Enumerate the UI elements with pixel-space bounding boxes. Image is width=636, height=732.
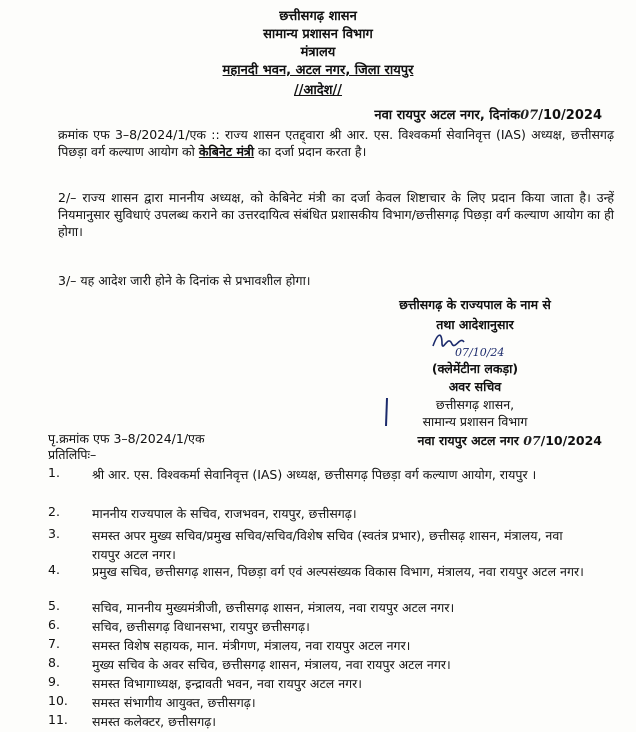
signature-handwritten-date: 07/10/24 [455,346,505,359]
header-department: सामान्य प्रशासन विभाग [263,27,373,42]
header-address: महानदी भवन, अटल नगर, जिला रायपुर [222,63,414,78]
order-date-rest: /10/2024 [538,108,602,123]
header-ministry: मंत्रालय [300,45,336,60]
copy-recipient: समस्त कलेक्टर, छत्तीसगढ़। [92,714,217,729]
endorsement-reference: पृ.क्रमांक एफ 3–8/2024/1/एक [48,431,205,446]
copy-number: 2. [48,504,60,519]
copy-recipient: समस्त विभागाध्यक्ष, इन्द्रावती भवन, नवा रायपुर अटल नगर। [92,676,363,691]
signature-mark [380,396,394,430]
endorsement-date-day: 07 [523,433,541,448]
copy-number: 5. [48,598,60,613]
order-date [374,105,602,123]
order-reference: क्रमांक एफ 3–8/2024/1/एक :: [58,127,220,142]
copy-recipient: प्रमुख सचिव, छत्तीसगढ़ शासन, पिछड़ा वर्ग एवं अल्पसंख्यक विकास विभाग, मंत्रालय, नवा रायपुर अटल नगर। [92,564,584,579]
endorsement-date-prefix: नवा रायपुर अटल नगर [417,433,519,448]
paragraph-3: 3/– यह आदेश जारी होने के दिनांक से प्रभावशील होगा। [58,273,311,288]
paragraph-2: 2/– राज्य शासन द्वारा माननीय अध्यक्ष, को केबिनेट मंत्री का दर्जा केवल शिष्टाचार के लिए प्रदान किया जाता है। उन्हें नियमानुसार सुविधाएं उपलब्ध कराने का उत्तरदायित्व संबंधित प्रशासकीय विभाग/छत्तीसगढ़ पिछड़ा वर्ग कल्याण आयोग का ही होगा। [58,190,614,239]
endorsement-date [418,432,603,449]
copy-recipient: समस्त संभागीय आयुक्त, छत्तीसगढ़। [92,695,256,710]
header-govt: छत्तीसगढ़ शासन [279,9,357,24]
copy-recipient: माननीय राज्यपाल के सचिव, राजभवन, रायपुर, छत्तीसगढ़। [92,506,357,521]
signatory-designation: अवर सचिव [448,379,502,394]
order-date-day: 07 [520,108,539,123]
signatory-name: (क्लेमेंटीना लकड़ा) [431,361,519,376]
copy-number: 6. [48,617,60,632]
copy-heading: प्रतिलिपिः– [48,447,97,462]
copy-recipient: सचिव, छत्तीसगढ़ विधानसभा, रायपुर छत्तीसगढ़। [92,619,310,634]
copy-number: 4. [48,562,60,577]
cabinet-minister-status: केबिनेट मंत्री [198,144,255,159]
copy-recipient: श्री आर. एस. विश्वकर्मा सेवानिवृत्त (IAS) अध्यक्ष, छत्तीसगढ़ पिछड़ा वर्ग कल्याण आयोग, रायपुर । [92,467,537,482]
copy-recipient: समस्त अपर मुख्य सचिव/प्रमुख सचिव/सचिव/विशेष सचिव (स्वतंत्र प्रभार), छत्तीसढ़ शासन, मंत्रालय, नवा रायपुर अटल नगर। [92,528,563,562]
copy-recipient: सचिव, माननीय मुख्यमंत्रीजी, छत्तीसगढ़ शासन, मंत्रालय, नवा रायपुर अटल नगर। [92,600,455,615]
copy-number: 11. [48,712,68,727]
signatory-dept-2: सामान्य प्रशासन विभाग [422,414,528,429]
copy-number: 9. [48,674,60,689]
signature-line-1: छत्तीसगढ़ के राज्यपाल के नाम से [399,297,551,312]
order-date-prefix: नवा रायपुर अटल नगर, दिनांक [374,108,521,123]
copy-number: 8. [48,655,60,670]
copy-recipient: समस्त विशेष सहायक, मान. मंत्रीगण, मंत्रालय, नवा रायपुर अटल नगर। [92,638,411,653]
order-title: //आदेश// [293,83,343,98]
copy-number: 7. [48,636,60,651]
endorsement-date-rest: /10/2024 [540,433,602,448]
signature-line-2: तथा आदेशानुसार [436,317,514,332]
paragraph-1-end: का दर्जा प्रदान करता है। [258,144,367,159]
copy-recipient: मुख्य सचिव के अवर सचिव, छत्तीसगढ़ शासन, मंत्रालय, नवा रायपुर अटल नगर। [92,657,451,672]
paragraph-1 [58,126,614,160]
paragraph-1-text: राज्य शासन एतद्द्वारा श्री आर. एस. विश्वकर्मा सेवानिवृत्त (IAS) अध्यक्ष, छत्तीसगढ़ पिछड़ा वर्ग कल्याण आयोग को [58,127,614,159]
signatory-dept-1: छत्तीसगढ़ शासन, [435,397,515,412]
copy-number: 3. [48,526,60,541]
copy-number: 10. [48,693,68,708]
copy-number: 1. [48,465,60,480]
